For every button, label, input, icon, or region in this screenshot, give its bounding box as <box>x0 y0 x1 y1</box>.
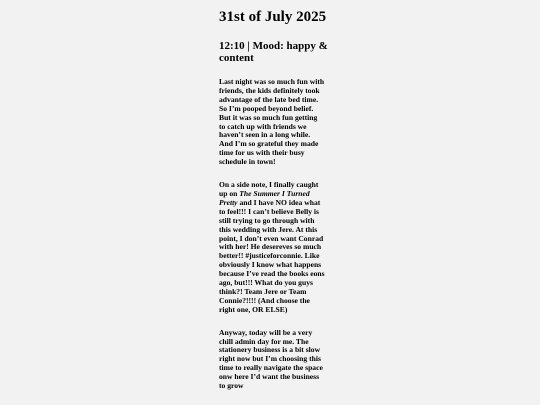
journal-entry <box>219 8 328 391</box>
paragraph-2 <box>219 181 325 315</box>
paragraph-3: Anyway, today will be a very chill admin day for me. The stationery business is a bit slow right now but I’m choosing this time to really navigate the space onw here I’d want the business to grow <box>219 327 323 391</box>
paragraph-1: Last night was so much fun with friends, the kids definitely took advantage of the late bed time. So I’m pooped beyond belief. But it was so much fun getting to catch up with friends we haven’t seen in a long while. And I’m so grateful they made time for us with their busy schedule in town! <box>219 77 325 167</box>
entry-date-title: 31st of July 2025 <box>219 9 327 25</box>
paragraph-2-text-b: and I have NO idea what to feel!!! I can’t believe Belly is still trying to go through with this wedding with Jere. At this point, I don’t even want Conrad with her! He desereves so much better!! #justiceforconnie. Like obviously I know what happens because I’ve read the books eons ago, but!!! What do you guys think?! Team Jere or Team Connie?!!!! (And choose the right one, OR ELSE) <box>219 197 325 314</box>
paragraph-2-text-a: On a side note, I finally caught up on <box>219 180 319 198</box>
show-title: The Summer I Turned Pretty <box>219 188 310 207</box>
entry-time-mood: 12:10 | Mood: happy & content <box>219 40 328 64</box>
